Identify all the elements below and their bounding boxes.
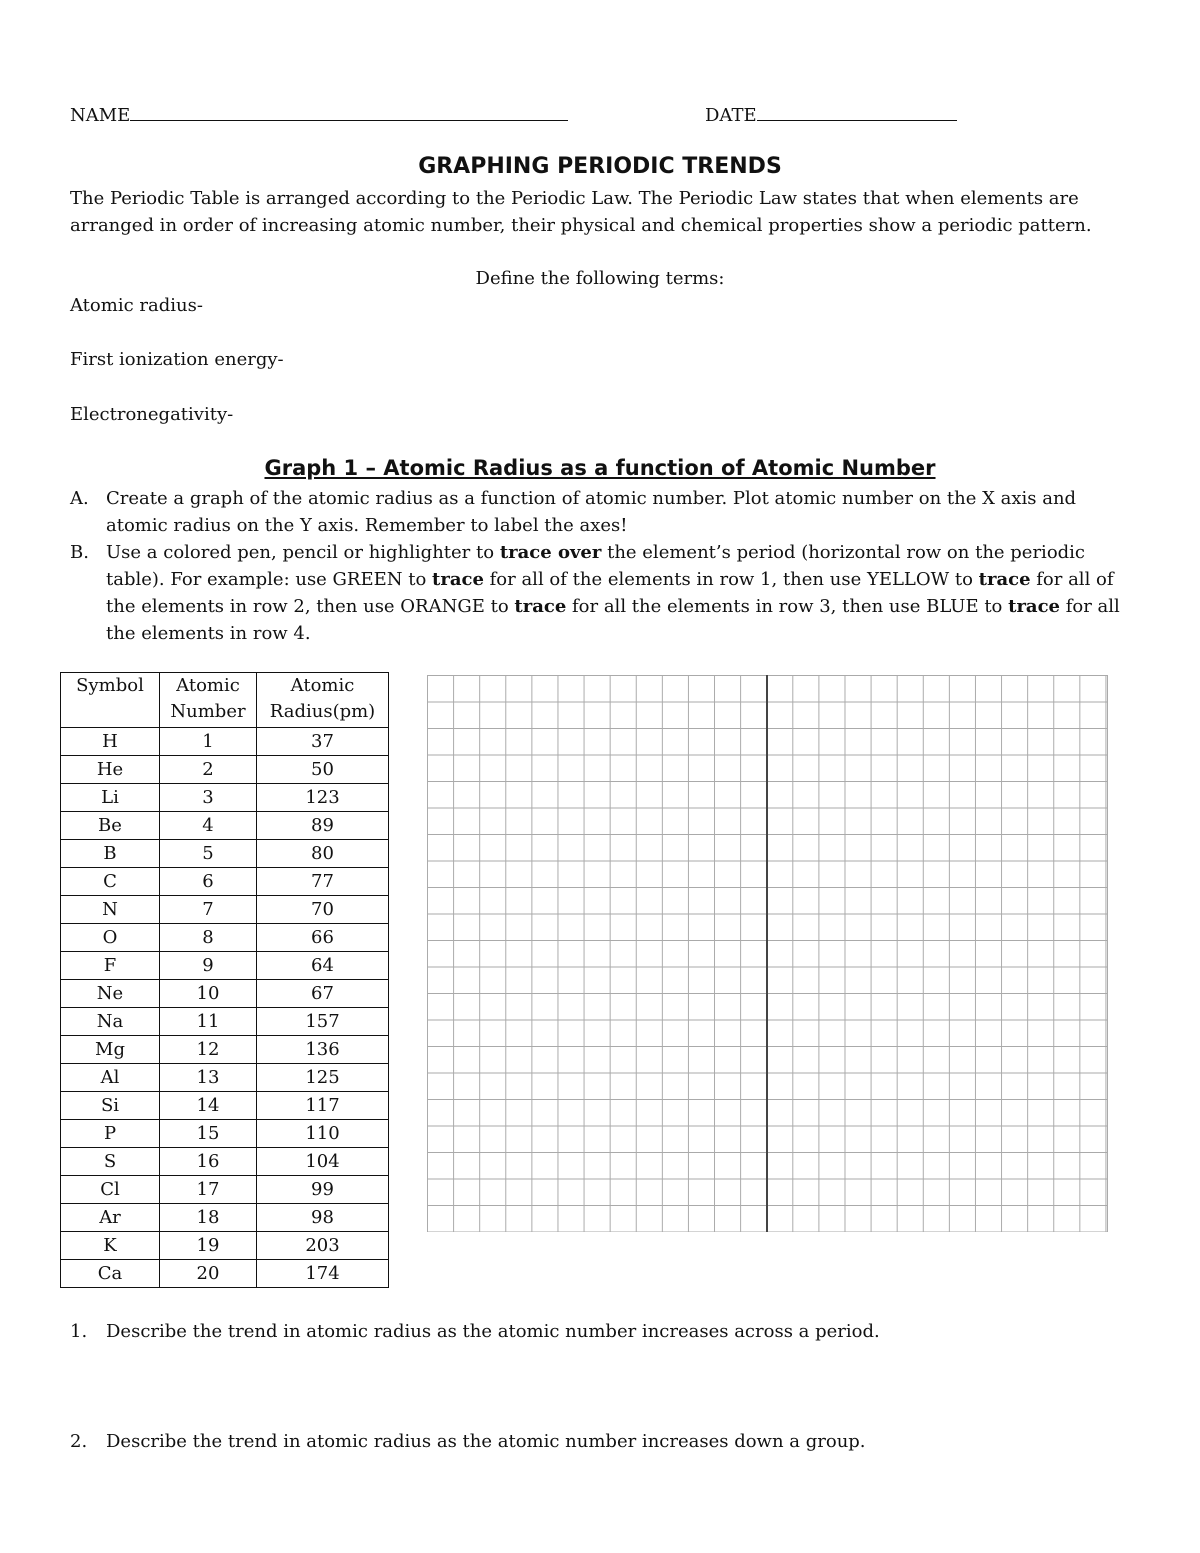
header-atomic-number: Atomic Number — [160, 673, 257, 728]
text-run: for all the elements in row 3, then use BLUE to — [566, 596, 1009, 617]
table-row — [61, 756, 389, 784]
bold-run: trace over — [499, 542, 602, 563]
marker: B. — [70, 542, 89, 563]
cell-atomic-radius: 64 — [257, 952, 389, 980]
cell-atomic-radius: 123 — [257, 784, 389, 812]
cell-atomic-radius: 203 — [257, 1232, 389, 1260]
cell-atomic-number: 6 — [160, 868, 257, 896]
date-label: DATE — [705, 105, 757, 126]
bold-run: trace — [514, 596, 567, 617]
table-row — [61, 1008, 389, 1036]
date-blank[interactable] — [757, 100, 957, 121]
table-header-row — [61, 673, 389, 728]
term-electronegativity: Electronegativity- — [70, 404, 234, 425]
cell-atomic-number: 10 — [160, 980, 257, 1008]
cell-symbol: H — [61, 728, 160, 756]
table-row — [61, 840, 389, 868]
term-ionization-energy: First ionization energy- — [70, 349, 284, 370]
cell-atomic-number: 16 — [160, 1148, 257, 1176]
atomic-radius-table — [60, 672, 389, 1288]
graph-paper-grid[interactable] — [427, 675, 1108, 1232]
cell-atomic-number: 18 — [160, 1204, 257, 1232]
cell-symbol: Cl — [61, 1176, 160, 1204]
cell-atomic-number: 19 — [160, 1232, 257, 1260]
bold-run: trace — [978, 569, 1031, 590]
cell-symbol: Ne — [61, 980, 160, 1008]
cell-symbol: Mg — [61, 1036, 160, 1064]
marker: 1. — [70, 1321, 88, 1342]
table-row — [61, 812, 389, 840]
cell-symbol: Li — [61, 784, 160, 812]
cell-atomic-number: 17 — [160, 1176, 257, 1204]
question-text: Describe the trend in atomic radius as the atomic number increases down a group. — [106, 1431, 866, 1452]
cell-atomic-radius: 67 — [257, 980, 389, 1008]
cell-atomic-number: 1 — [160, 728, 257, 756]
cell-atomic-radius: 104 — [257, 1148, 389, 1176]
text-run: for all of the elements in row 2, then use ORANGE to — [106, 569, 1114, 617]
name-blank[interactable] — [130, 100, 568, 121]
graph1-heading: Graph 1 – Atomic Radius as a function of Atomic Number — [264, 456, 936, 480]
cell-atomic-number: 14 — [160, 1092, 257, 1120]
table-row — [61, 1120, 389, 1148]
cell-symbol: Si — [61, 1092, 160, 1120]
cell-symbol: P — [61, 1120, 160, 1148]
table-row — [61, 924, 389, 952]
cell-symbol: C — [61, 868, 160, 896]
define-prompt: Define the following terms: — [475, 268, 725, 289]
cell-symbol: Na — [61, 1008, 160, 1036]
cell-symbol: Ar — [61, 1204, 160, 1232]
instruction-text: Create a graph of the atomic radius as a function of atomic number. Plot atomic number on the X axis and atomic radius on the Y axis. Remember to label the axes! — [106, 488, 1077, 536]
cell-atomic-number: 2 — [160, 756, 257, 784]
cell-atomic-number: 13 — [160, 1064, 257, 1092]
cell-symbol: K — [61, 1232, 160, 1260]
page-title: GRAPHING PERIODIC TRENDS — [418, 154, 782, 179]
term-atomic-radius: Atomic radius- — [70, 295, 203, 316]
cell-symbol: B — [61, 840, 160, 868]
table-row — [61, 1092, 389, 1120]
table-row — [61, 896, 389, 924]
marker: A. — [70, 488, 89, 509]
cell-symbol: Be — [61, 812, 160, 840]
table-row — [61, 1176, 389, 1204]
cell-symbol: N — [61, 896, 160, 924]
cell-symbol: He — [61, 756, 160, 784]
text-run: for all of the elements in row 1, then use YELLOW to — [483, 569, 979, 590]
cell-atomic-radius: 136 — [257, 1036, 389, 1064]
name-field[interactable] — [70, 100, 568, 126]
cell-atomic-radius: 66 — [257, 924, 389, 952]
cell-atomic-number: 9 — [160, 952, 257, 980]
table-row — [61, 1036, 389, 1064]
cell-atomic-radius: 174 — [257, 1260, 389, 1288]
bold-run: trace — [1008, 596, 1060, 617]
cell-atomic-number: 3 — [160, 784, 257, 812]
cell-atomic-radius: 157 — [257, 1008, 389, 1036]
text-run: the element’s period (horizontal row on the periodic table). For example: use GREEN to — [106, 542, 1086, 590]
cell-atomic-number: 5 — [160, 840, 257, 868]
cell-atomic-radius: 98 — [257, 1204, 389, 1232]
cell-atomic-radius: 110 — [257, 1120, 389, 1148]
table-row — [61, 1260, 389, 1288]
table-row — [61, 1204, 389, 1232]
text-run: for all the elements in row 4. — [106, 596, 1120, 644]
cell-atomic-radius: 80 — [257, 840, 389, 868]
table-row — [61, 1148, 389, 1176]
name-label: NAME — [70, 105, 131, 126]
cell-symbol: S — [61, 1148, 160, 1176]
text-run: Use a colored pen, pencil or highlighter to — [106, 542, 500, 563]
question-1 — [70, 1318, 1130, 1345]
bold-run: trace — [432, 569, 484, 590]
instruction-b — [70, 539, 1130, 647]
cell-atomic-number: 20 — [160, 1260, 257, 1288]
cell-atomic-radius: 70 — [257, 896, 389, 924]
cell-atomic-radius: 99 — [257, 1176, 389, 1204]
intro-paragraph: The Periodic Table is arranged according to the Periodic Law. The Periodic Law states that when elements are arranged in order of increasing atomic number, their physical and chemical properties show a periodic pattern. — [70, 188, 1092, 236]
table-row — [61, 1232, 389, 1260]
table-row — [61, 784, 389, 812]
header-atomic-radius: Atomic Radius(pm) — [257, 673, 389, 728]
question-2 — [70, 1428, 1130, 1455]
cell-atomic-number: 8 — [160, 924, 257, 952]
cell-symbol: O — [61, 924, 160, 952]
table-row — [61, 952, 389, 980]
cell-atomic-radius: 50 — [257, 756, 389, 784]
cell-symbol: Al — [61, 1064, 160, 1092]
cell-symbol: Ca — [61, 1260, 160, 1288]
date-field[interactable] — [705, 100, 957, 126]
marker: 2. — [70, 1431, 88, 1452]
header-symbol: Symbol — [61, 673, 160, 728]
cell-symbol: F — [61, 952, 160, 980]
table-row — [61, 868, 389, 896]
cell-atomic-number: 12 — [160, 1036, 257, 1064]
cell-atomic-number: 4 — [160, 812, 257, 840]
cell-atomic-number: 15 — [160, 1120, 257, 1148]
cell-atomic-number: 7 — [160, 896, 257, 924]
cell-atomic-radius: 125 — [257, 1064, 389, 1092]
cell-atomic-radius: 37 — [257, 728, 389, 756]
cell-atomic-radius: 77 — [257, 868, 389, 896]
cell-atomic-radius: 117 — [257, 1092, 389, 1120]
question-text: Describe the trend in atomic radius as the atomic number increases across a period. — [106, 1321, 880, 1342]
instruction-text — [106, 539, 1130, 647]
instruction-a — [70, 485, 1130, 539]
cell-atomic-radius: 89 — [257, 812, 389, 840]
table-row — [61, 980, 389, 1008]
table-row — [61, 728, 389, 756]
table-body — [61, 728, 389, 1288]
cell-atomic-number: 11 — [160, 1008, 257, 1036]
table-row — [61, 1064, 389, 1092]
